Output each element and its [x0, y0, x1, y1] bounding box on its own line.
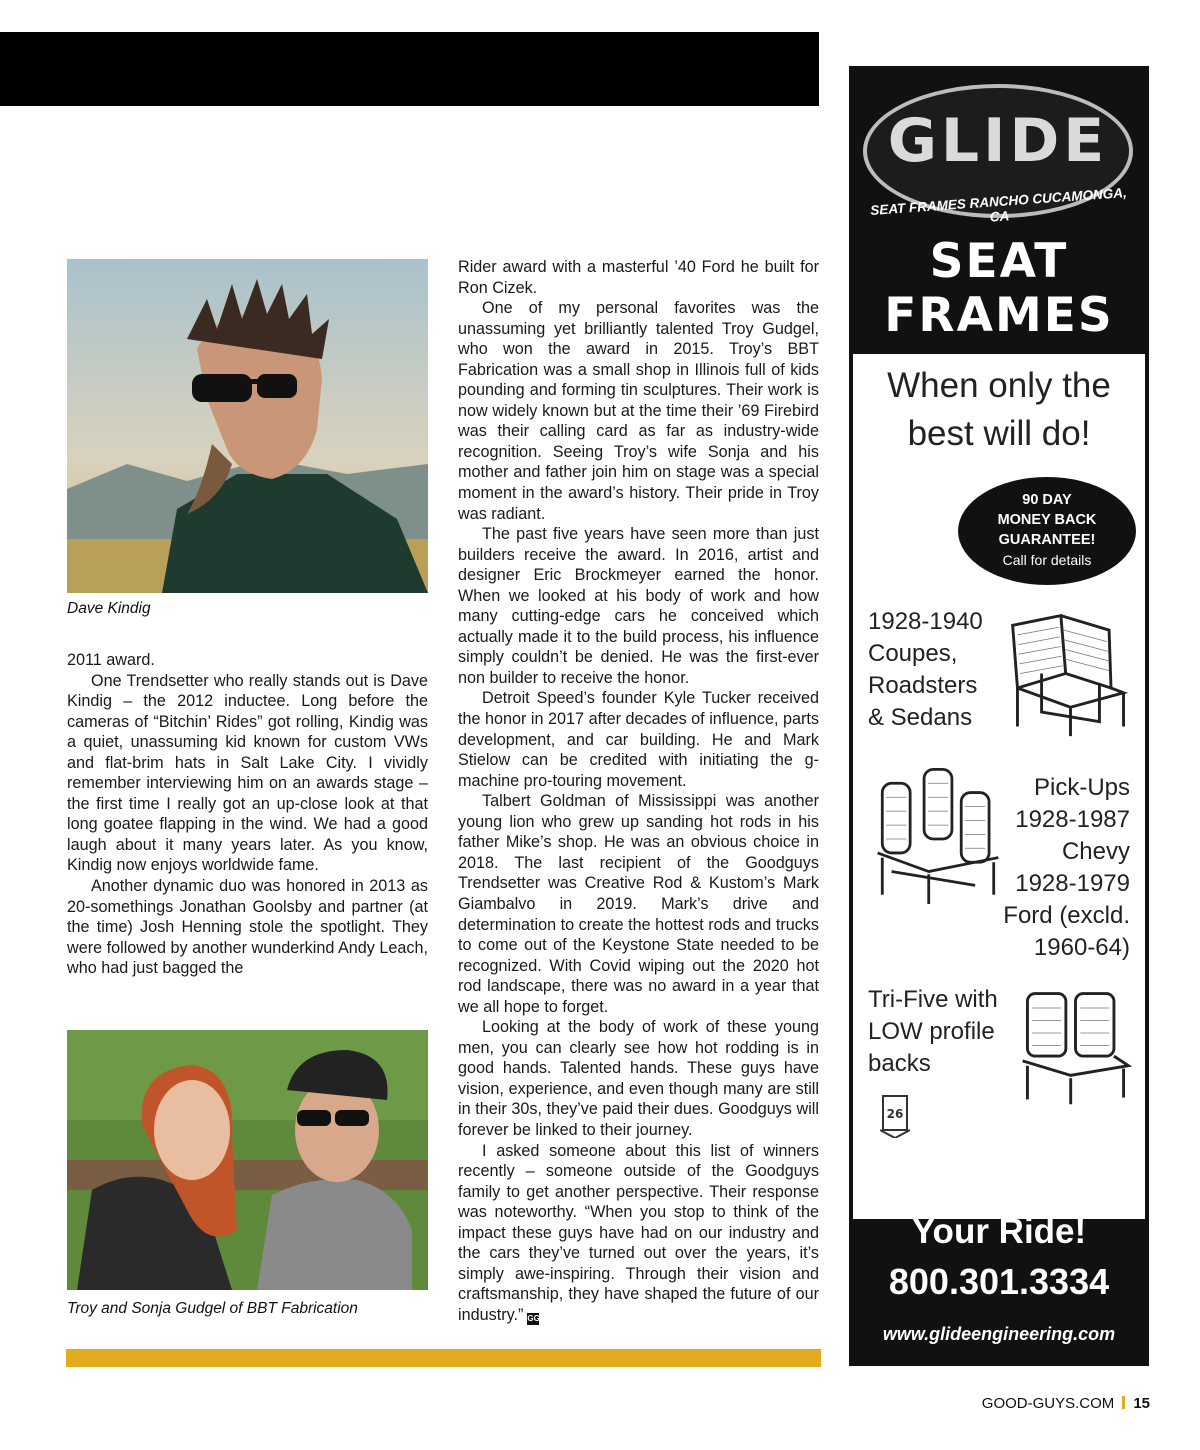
ad-title-seat: SEAT	[929, 234, 1069, 289]
glide-logo: GLIDE	[887, 106, 1109, 176]
slogan-line: best will do!	[907, 414, 1091, 453]
ad-title-frames: FRAMES	[884, 288, 1114, 343]
badge-line: GUARANTEE!	[998, 532, 1096, 548]
anniversary-emblem-icon	[880, 1094, 910, 1138]
badge-line: MONEY BACK	[997, 512, 1097, 528]
guarantee-badge	[958, 477, 1136, 585]
seat-text-line: & Sedans	[868, 704, 973, 731]
seat-frame-trifive-icon	[1013, 984, 1138, 1109]
seat-text-line: 1928-1987	[1015, 806, 1130, 833]
seat-frame-coupe-icon	[1003, 606, 1138, 741]
seat-text-line: Tri-Five with	[868, 986, 998, 1013]
ad-tagline	[849, 1154, 1149, 1258]
closing-paragraph-text: I asked someone about this list of winners recently – someone outside of the Goodguys family to get another perspective. Their response was noteworthy. “When you stop to think of the impact these guys have had on our industry and the cars they’ve turned out over the years, it’s simply awe-inspiring. Through their vision and craftsmanship, they have shaped the future of our industry.”	[458, 1141, 819, 1324]
paragraph: Detroit Speed’s founder Kyle Tucker received the honor in 2017 after decades of influence, parts development, and car building. He and Mark Stielow can be credited with initiating the g-machine pro-touring movement.	[458, 689, 819, 790]
ad-phone-number[interactable]: 800.301.3334	[888, 1261, 1110, 1302]
emblem-text: 26	[886, 1107, 904, 1121]
dave-kindig-photo	[67, 259, 428, 593]
tagline-line: Put A Glide In	[885, 1160, 1113, 1199]
slogan-line: When only the	[887, 366, 1111, 405]
seat-text-line: Coupes,	[868, 640, 958, 667]
seat-coupes-text	[868, 606, 983, 734]
ad-slogan	[853, 362, 1145, 458]
seat-text-line: Chevy	[1061, 838, 1130, 865]
paragraph	[458, 1141, 819, 1326]
gudgel-photo	[67, 1030, 428, 1290]
paragraph: Another dynamic duo was honored in 2013 as 20-somethings Jonathan Goolsby and partner (at the time) Josh Henning stole the spotlight. They were followed by another wunderkind Andy Leach, who had just bagged the	[67, 877, 428, 978]
seat-text-line: LOW profile	[868, 1018, 995, 1045]
ad-product-panel	[853, 354, 1145, 1219]
paragraph: One of my personal favorites was the unassuming yet brilliantly talented Troy Gudgel, who won the award in 2015. Troy’s BBT Fabrication was a small shop in Illinois full of kids pounding and forming tin sculptures. Their work is now widely known but at the time their ’69 Firebird was their calling card as far as industry-wide recognition. Seeing Troy’s wife Sonja and his mother and father join him on stage was a special moment in the award’s history. Their pride in Troy was radiant.	[458, 299, 819, 523]
tagline-line: Your Ride!	[911, 1212, 1087, 1251]
footer-site: GOOD-GUYS.COM	[981, 1395, 1115, 1412]
glide-logo-subtitle: SEAT FRAMES RANCHO CUCAMONGA, CA	[869, 185, 1128, 225]
badge-line: 90 DAY	[1022, 492, 1072, 508]
glide-advertisement[interactable]	[849, 66, 1149, 1366]
seat-text-line: 1960-64)	[1033, 934, 1130, 961]
seat-trifive-text	[868, 984, 998, 1080]
dave-kindig-caption: Dave Kindig	[67, 600, 151, 617]
badge-line: Call for details	[1002, 552, 1092, 568]
footer-separator	[1122, 1396, 1125, 1409]
ad-website-link[interactable]: www.glideengineering.com	[882, 1324, 1116, 1344]
seat-text-line: Pick-Ups	[1033, 774, 1130, 801]
seat-frame-pickup-icon	[873, 764, 1003, 914]
paragraph: Looking at the body of work of these young men, you can clearly see how hot rodding is in good hands. Talented hands. These guys have vision, experience, and even though many are still in their 30s, they’ve paid their dues. Goodguys will forever be linked to their journey.	[458, 1018, 819, 1139]
paragraph: 2011 award.	[67, 651, 155, 669]
footer-gold-bar	[66, 1349, 821, 1367]
seat-text-line: backs	[868, 1050, 931, 1077]
seat-pickups-text	[1003, 772, 1130, 964]
paragraph: One Trendsetter who really stands out is Dave Kindig – the 2012 inductee. Long before the cameras of “Bitchin’ Rides” got rolling, Kindig was a quiet, unassuming kid known for custom VWs and flat-brim hats in Salt Lake City. I vividly remember interviewing him on an awards stage – the first time I really got an up-close look at that long goatee flapping in the wind. We had a good laugh about it many years later. As you know, Kindig now enjoys worldwide fame.	[67, 671, 428, 875]
page-footer	[982, 1395, 1150, 1412]
paragraph: The past five years have seen more than just builders receive the award. In 2016, artist and designer Eric Brockmeyer earned the honor. When we looked at his body of work and how many cutting-edge cars he conceived which actually made it to the build process, his influence simply couldn’t be denied. He was the first-ever non builder to receive the honor.	[458, 525, 819, 687]
page-number: 15	[1133, 1395, 1150, 1412]
paragraph: Talbert Goldman of Mississippi was another young lion who grew up sanding hot rods in his father Mike’s shop. He was an obvious choice in 2018. The last recipient of the Goodguys Trendsetter was Creative Rod & Kustom’s Mark Giambalvo in 2019. Mark’s drive and determination to create the hottest rods and trucks to come out of the Keystone State needed to be recognized. With Covid wiping out the 2020 hot rod landscape, there was no award in a year that we all hope to forget.	[458, 792, 819, 1016]
gudgel-caption: Troy and Sonja Gudgel of BBT Fabrication	[67, 1300, 358, 1317]
paragraph: Rider award with a masterful ’40 Ford he built for Ron Cizek.	[458, 258, 819, 297]
header-black-bar	[0, 32, 819, 106]
seat-text-line: Ford (excld.	[1003, 902, 1130, 929]
article-column-2	[458, 257, 819, 1325]
seat-text-line: 1928-1940	[868, 608, 983, 635]
seat-text-line: Roadsters	[868, 672, 978, 699]
seat-text-line: 1928-1979	[1015, 870, 1130, 897]
article-column-1	[67, 650, 428, 979]
goodguys-end-mark-icon: GG	[527, 1313, 540, 1323]
